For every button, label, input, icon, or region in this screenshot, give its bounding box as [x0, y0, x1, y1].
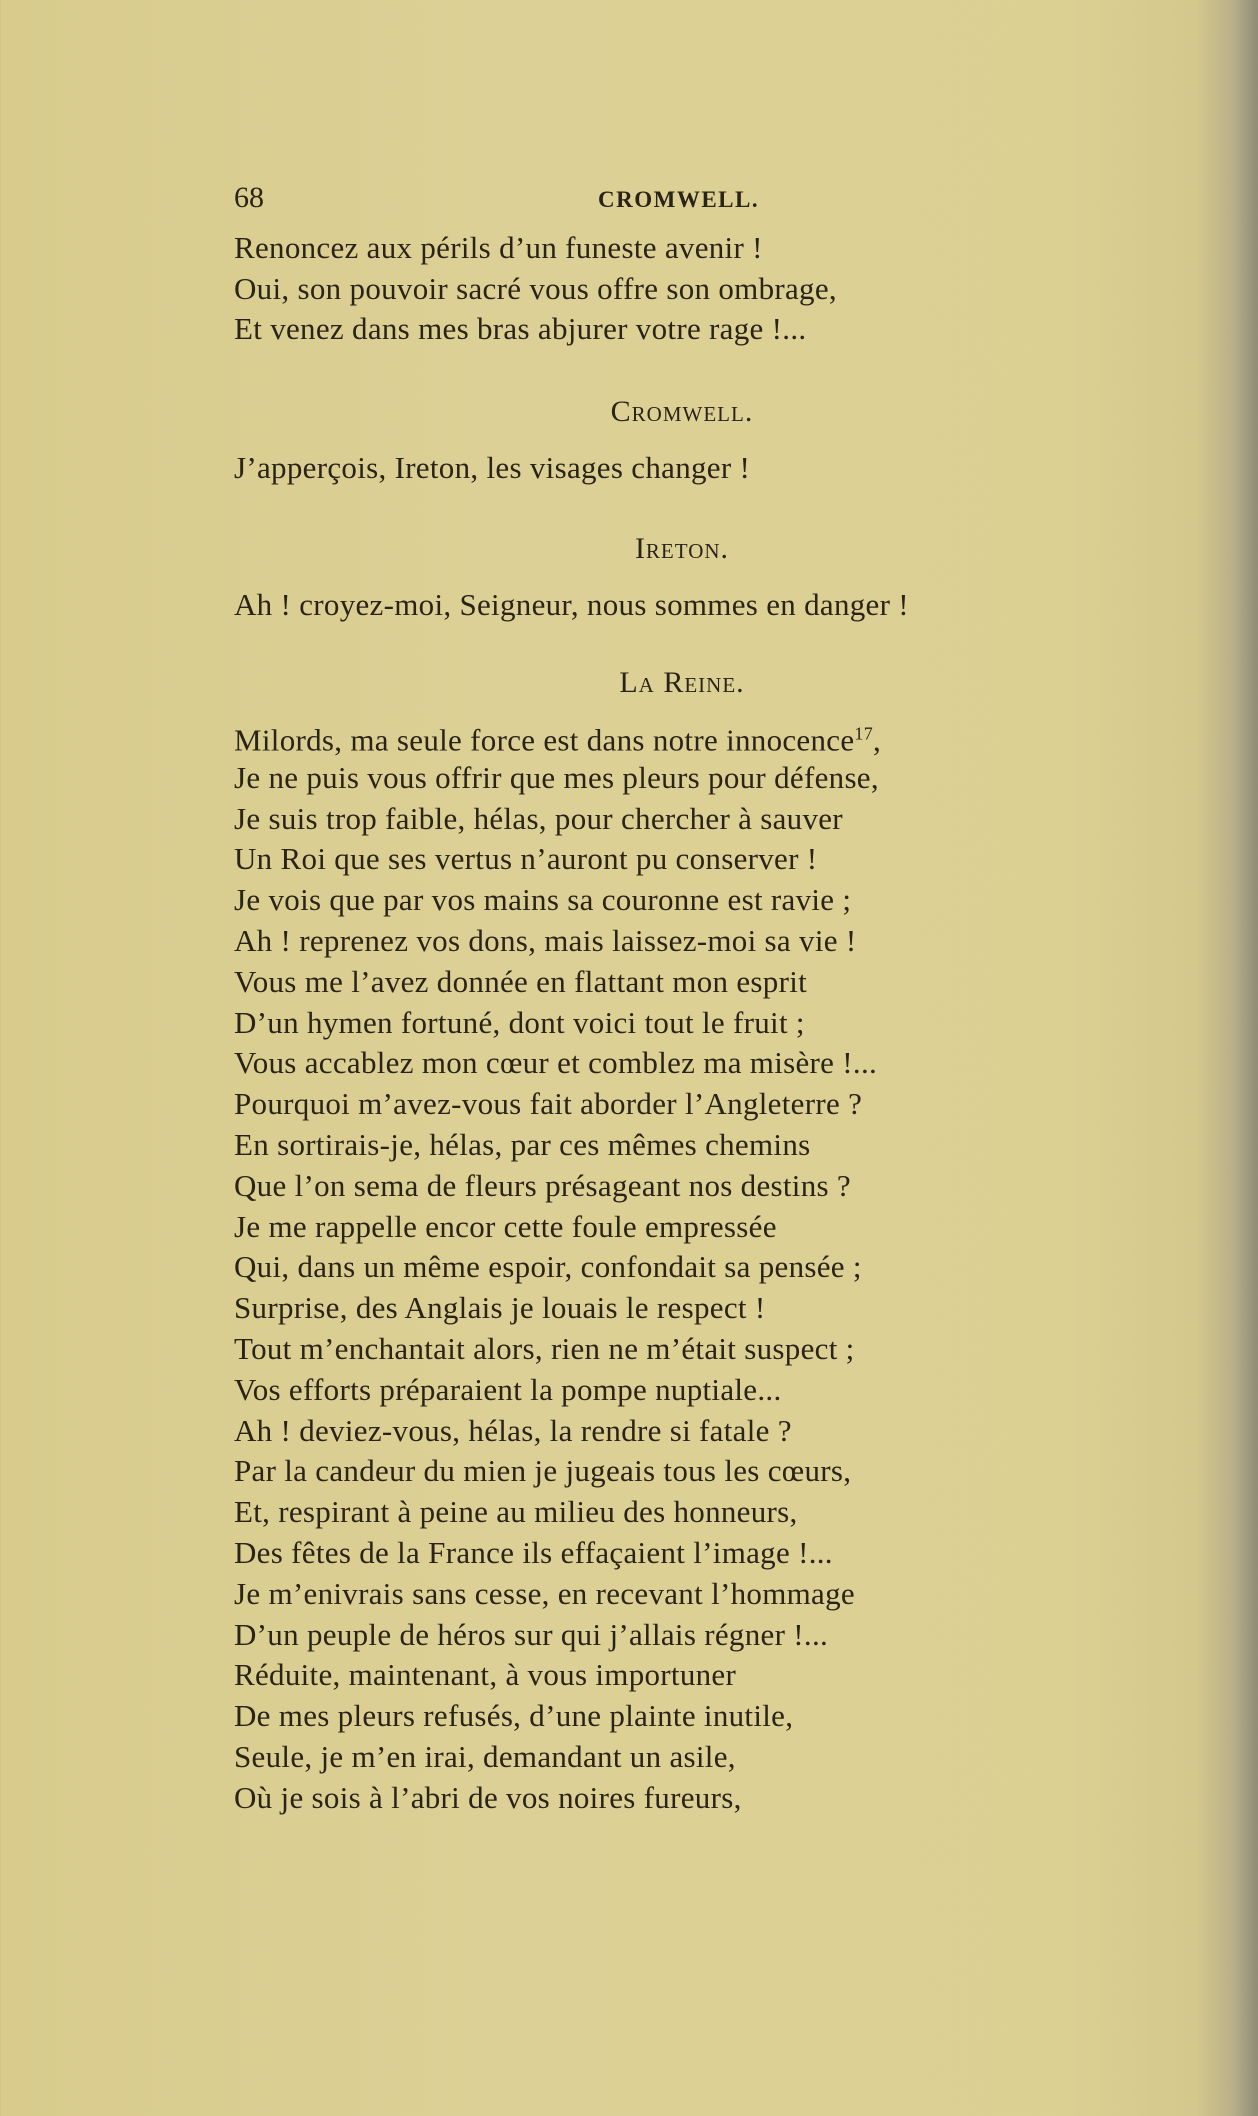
verse-line: Tout m’enchantait alors, rien ne m’était suspect ; [234, 1331, 855, 1366]
speaker-name: Ireton. [634, 532, 730, 565]
verse-line: En sortirais-je, hélas, par ces mêmes chemins [234, 1127, 811, 1162]
verse-line: Je ne puis vous offrir que mes pleurs pour défense, [234, 759, 879, 795]
verse-line: Des fêtes de la France ils effaçaient l’image !... [234, 1535, 833, 1570]
speaker-name: La Reine. [619, 666, 745, 699]
verse-line: D’un hymen fortuné, dont voici tout le fruit ; [234, 1004, 805, 1040]
verse-line: Et venez dans mes bras abjurer votre rage !... [234, 311, 807, 346]
verse-line [234, 713, 881, 760]
page-number: 68 [234, 181, 264, 214]
verse-line: Vos efforts préparaient la pompe nuptiale... [234, 1371, 782, 1407]
verse-line: Par la candeur du mien je jugeais tous les cœurs, [234, 1453, 852, 1489]
verse-line: Où je sois à l’abri de vos noires fureurs, [234, 1779, 742, 1815]
verse-line: Je suis trop faible, hélas, pour chercher à sauver [234, 800, 843, 836]
verse-line: Je m’enivrais sans cesse, en recevant l’hommage [234, 1575, 855, 1611]
verse-line: J’apperçois, Ireton, les visages changer ! [234, 450, 751, 485]
verse-line: Pourquoi m’avez-vous fait aborder l’Angleterre ? [234, 1086, 863, 1122]
speaker-name: Cromwell. [610, 395, 754, 428]
verse-line: Ah ! reprenez vos dons, mais laissez-moi sa vie ! [234, 923, 857, 958]
verse-line: Un Roi que ses vertus n’auront pu conserver ! [234, 841, 818, 877]
verse-line: Vous me l’avez donnée en flattant mon esprit [234, 963, 808, 999]
verse-line: Que l’on sema de fleurs présageant nos destins ? [234, 1167, 851, 1203]
verse-line: Renoncez aux périls d’un funeste avenir ! [234, 230, 763, 265]
verse-line: Réduite, maintenant, à vous importuner [234, 1657, 737, 1693]
verse-line: Je me rappelle encor cette foule empressée [234, 1208, 777, 1244]
verse-line: Je vois que par vos mains sa couronne est ravie ; [234, 882, 852, 918]
verse-line: De mes pleurs refusés, d’une plainte inutile, [234, 1698, 794, 1734]
verse-line: Oui, son pouvoir sacré vous offre son ombrage, [234, 271, 837, 306]
verse-line: Seule, je m’en irai, demandant un asile, [234, 1739, 736, 1774]
running-title: CROMWELL. [598, 187, 760, 212]
verse-line: Qui, dans un même espoir, confondait sa pensée ; [234, 1249, 862, 1285]
verse-text: Milords, ma seule force est dans notre innocence [234, 722, 855, 758]
footnote-ref[interactable]: 17 [854, 723, 874, 744]
verse-line: Ah ! deviez-vous, hélas, la rendre si fatale ? [234, 1412, 792, 1448]
verse-line: Surprise, des Anglais je louais le respect ! [234, 1290, 766, 1326]
verse-line: D’un peuple de héros sur qui j’allais régner !... [234, 1616, 829, 1652]
verse-line: Et, respirant à peine au milieu des honneurs, [234, 1494, 798, 1530]
verse-punct: , [873, 722, 882, 758]
verse-line: Ah ! croyez-moi, Seigneur, nous sommes en danger ! [234, 587, 909, 622]
verse-line: Vous accablez mon cœur et comblez ma misère !... [234, 1045, 878, 1081]
